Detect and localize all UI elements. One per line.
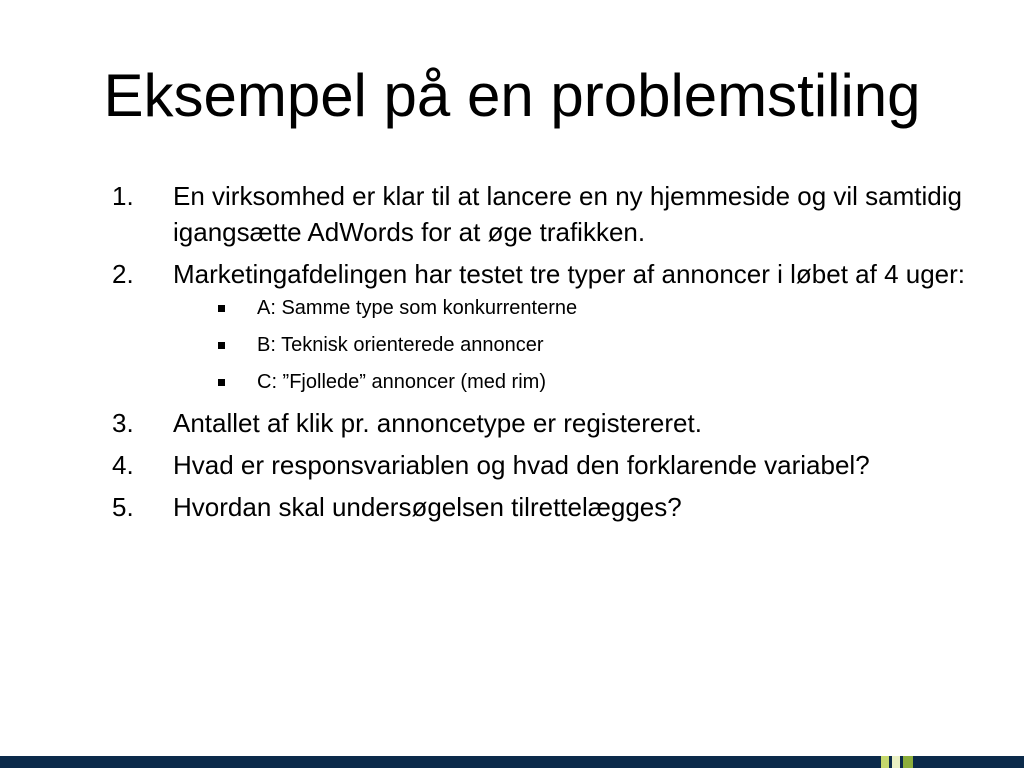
list-item xyxy=(112,405,982,441)
sub-list-item-text: B: Teknisk orienterede annoncer xyxy=(257,334,544,356)
sub-list-item xyxy=(112,294,982,323)
footer-accent-square xyxy=(881,756,889,768)
square-bullet-icon xyxy=(218,305,225,312)
list-item-text: Marketingafdelingen har testet tre typer af annoncer i løbet af 4 uger: xyxy=(173,259,966,289)
list-item-number: 3. xyxy=(112,408,134,438)
list-item-text: Antallet af klik pr. annoncetype er registereret. xyxy=(173,408,702,438)
list-item xyxy=(112,178,982,250)
square-bullet-icon xyxy=(218,342,225,349)
list-item-number: 2. xyxy=(112,259,134,289)
slide-title: Eksempel på en problemstiling xyxy=(103,62,921,129)
list-item-text: En virksomhed er klar til at lancere en ny hjemmeside og vil samtidig igangsætte AdWords for at øge trafikken. xyxy=(173,181,963,247)
sub-list-item-text: A: Samme type som konkurrenterne xyxy=(257,297,578,319)
list-item-text: Hvordan skal undersøgelsen tilrettelægges? xyxy=(173,492,682,522)
sub-bullet-list xyxy=(112,294,982,397)
footer-bar xyxy=(0,756,1024,768)
list-item-number: 5. xyxy=(112,492,134,522)
square-bullet-icon xyxy=(218,379,225,386)
list-item xyxy=(112,256,982,397)
footer-accent-square xyxy=(903,756,913,768)
list-item-number: 4. xyxy=(112,450,134,480)
list-item xyxy=(112,447,982,483)
list-item-number: 1. xyxy=(112,181,134,211)
sub-list-item xyxy=(112,331,982,360)
footer-accent-square xyxy=(892,756,900,768)
list-item xyxy=(112,489,982,525)
numbered-list xyxy=(112,178,982,531)
sub-list-item-text: C: ”Fjollede” annoncer (med rim) xyxy=(257,371,546,393)
list-item-text: Hvad er responsvariablen og hvad den forklarende variabel? xyxy=(173,450,870,480)
sub-list-item xyxy=(112,368,982,397)
